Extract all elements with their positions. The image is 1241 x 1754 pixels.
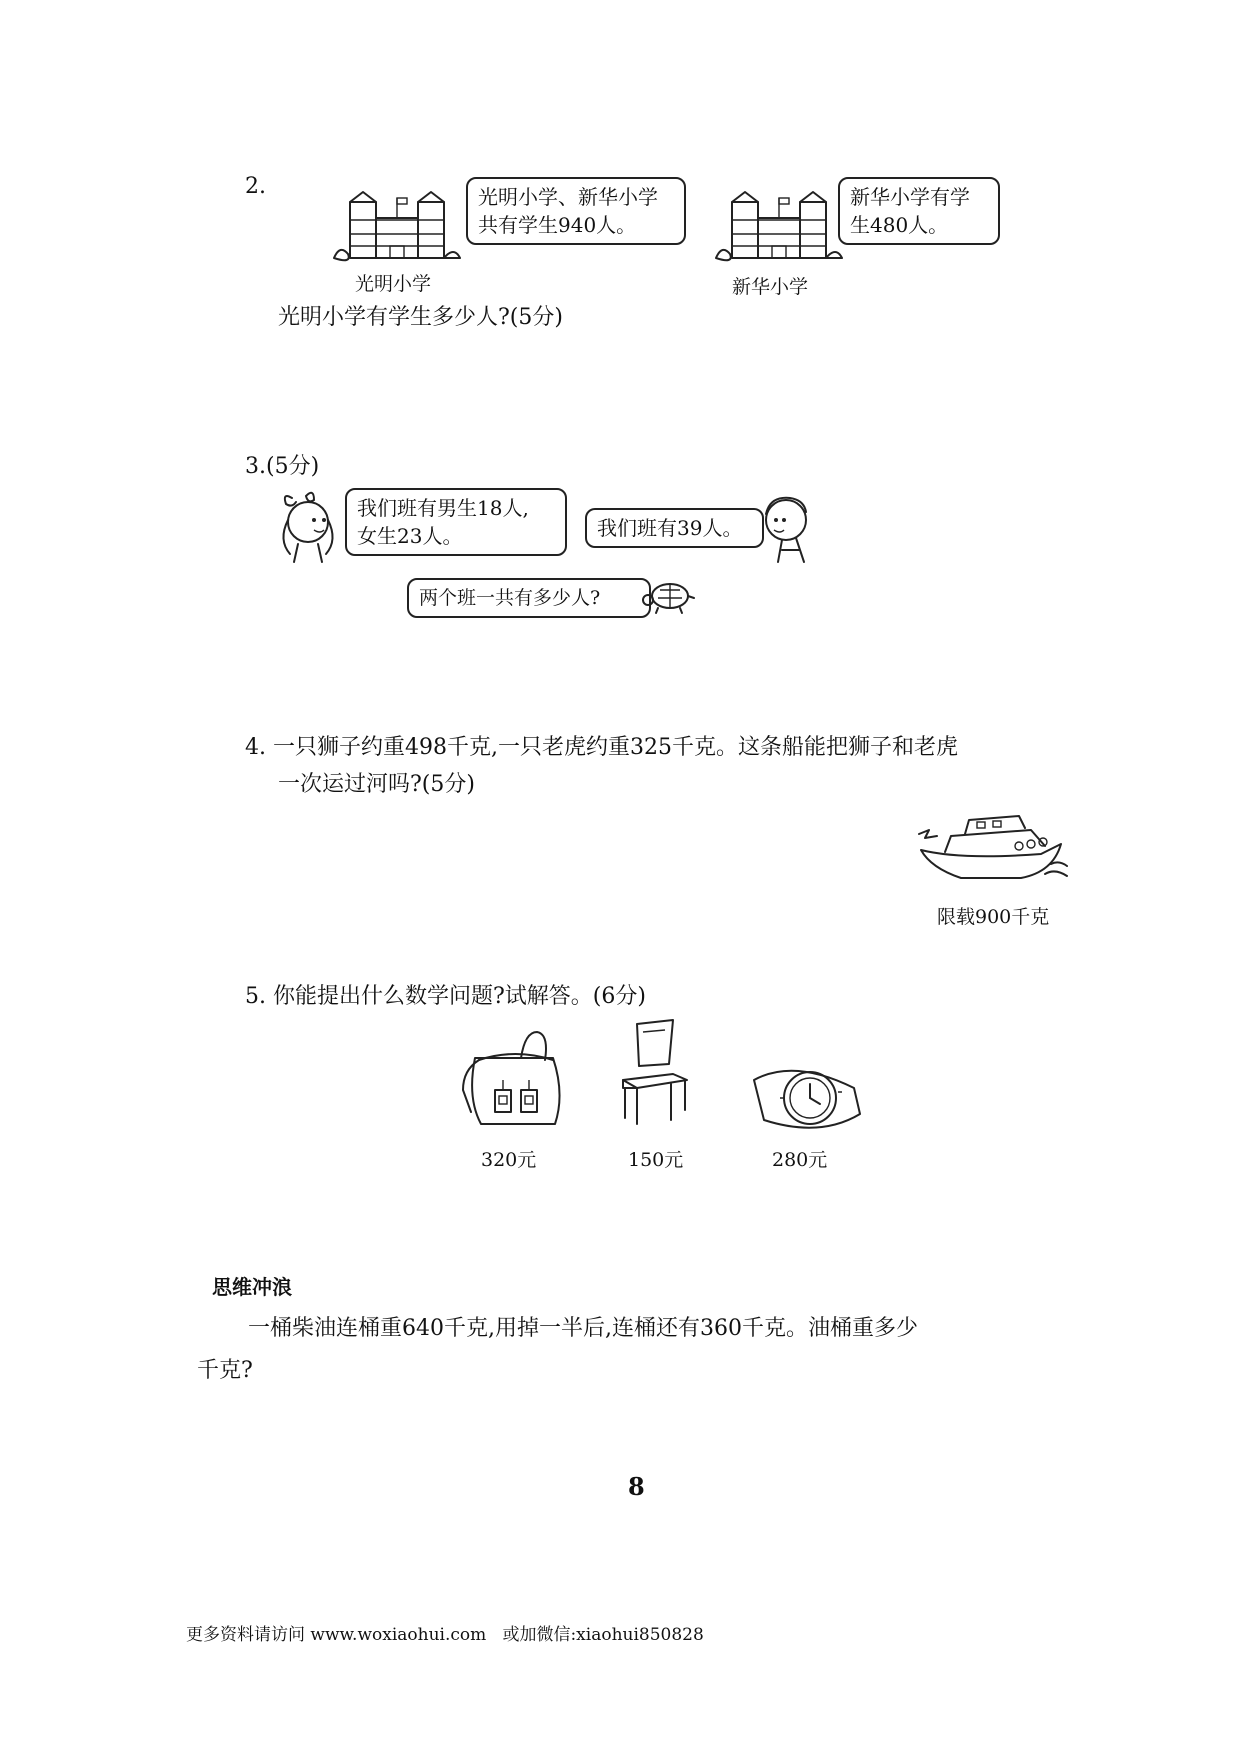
school-building-icon [712, 190, 842, 265]
question-2-text: 光明小学有学生多少人?(5分) [278, 305, 563, 330]
school-a-caption: 光明小学 [355, 273, 432, 295]
boy-speech-bubble: 我们班有39人。 [585, 508, 764, 548]
footer-text: 更多资料请访问 www.woxiaohui.com 或加微信:xiaohui850828 [186, 1625, 704, 1645]
boy-icon [752, 490, 822, 565]
chair-price: 150元 [628, 1149, 684, 1171]
question-4-line-2: 一次运过河吗?(5分) [278, 772, 475, 797]
question-5-text: 5. 你能提出什么数学问题?试解答。(6分) [245, 984, 646, 1009]
question-2-number: 2. [245, 174, 266, 199]
thinking-line-1: 一桶柴油连桶重640千克,用掉一半后,连桶还有360千克。油桶重多少 [248, 1316, 918, 1341]
page-number: 8 [628, 1472, 645, 1501]
thinking-heading: 思维冲浪 [212, 1275, 292, 1299]
boat-capacity-caption: 限载900千克 [937, 906, 1050, 928]
girl-icon [272, 490, 342, 565]
backpack-icon [455, 1030, 565, 1130]
chair-icon [615, 1018, 695, 1128]
boat-icon [915, 808, 1075, 888]
school-b-speech-bubble: 新华小学有学 生480人。 [838, 177, 1000, 245]
turtle-speech-bubble: 两个班一共有多少人? [407, 578, 651, 618]
thinking-line-2: 千克? [197, 1358, 253, 1383]
school-building-icon [330, 190, 460, 265]
question-3-header: 3.(5分) [245, 454, 320, 479]
backpack-price: 320元 [481, 1149, 537, 1171]
watch-icon [750, 1060, 865, 1140]
school-a-speech-bubble: 光明小学、新华小学 共有学生940人。 [466, 177, 686, 245]
turtle-icon [640, 578, 696, 614]
school-b-caption: 新华小学 [732, 276, 809, 298]
girl-speech-bubble: 我们班有男生18人, 女生23人。 [345, 488, 567, 556]
question-4-line-1: 4. 一只狮子约重498千克,一只老虎约重325千克。这条船能把狮子和老虎 [245, 735, 958, 760]
watch-price: 280元 [772, 1149, 828, 1171]
